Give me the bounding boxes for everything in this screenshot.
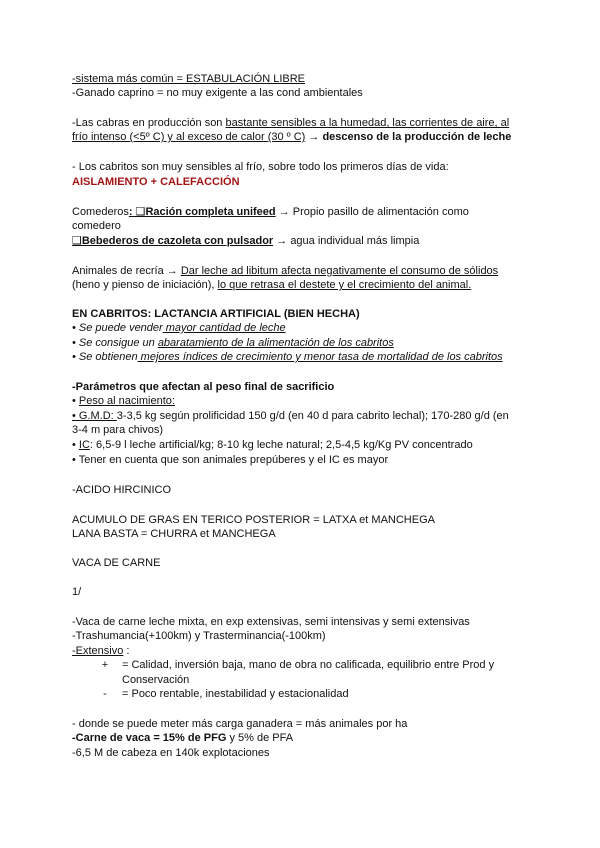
- text: = Calidad, inversión baja, mano de obra no calificada, equilibrio entre Prod y: [122, 659, 495, 671]
- underlined-text: abaratamiento de la alimentación de los cabritos: [157, 337, 394, 349]
- line-chivos: 3-4 m para chivos): [72, 424, 164, 436]
- line-gmd: [72, 409, 509, 424]
- bold-underlined-text: : ❑Ración completa unifeed: [128, 206, 276, 218]
- line-carga-ganadera: - donde se puede meter más carga ganadera = más animales por ha: [72, 718, 408, 730]
- text: :: [123, 645, 130, 657]
- text: 3-3,5 kg según prolificidad 150 g/d (en 40 d para cabrito lechal); 170-280 g/d (en: [116, 410, 509, 422]
- underlined-text: Peso al nacimiento:: [78, 395, 175, 407]
- line-frio-intenso: [72, 130, 511, 145]
- text: • Se consigue un: [72, 337, 158, 349]
- line-plus-item: [72, 658, 494, 673]
- line-acido-hircinico: -ACIDO HIRCINICO: [72, 484, 171, 496]
- underlined-text: frío intenso (<5º C) y al exceso de calor (30 º C): [72, 131, 306, 143]
- text: y 5% de PFA: [226, 732, 294, 744]
- line-minus-item: [72, 687, 349, 702]
- line-lana-basta: LANA BASTA = CHURRA et MANCHEGA: [72, 528, 276, 540]
- text: (heno y pienso de iniciación),: [72, 279, 218, 291]
- text: : 6,5-9 l leche artificial/kg; 8-10 kg leche natural; 2,5-4,5 kg/Kg PV concentrado: [89, 439, 473, 451]
- bullet: •: [72, 395, 79, 407]
- line-carne-vaca: [72, 731, 293, 746]
- bold-text: descenso de la producción de leche: [322, 131, 512, 143]
- text: → agua individual más limpia: [273, 235, 420, 247]
- underlined-text: mejores índices de crecimiento y menor tasa de mortalidad de los cabritos: [137, 351, 503, 363]
- line-ganado-caprino: -Ganado caprino = no muy exigente a las cond ambientales: [72, 87, 363, 99]
- line-lactancia-heading: EN CABRITOS: LACTANCIA ARTIFICIAL (BIEN HECHA): [72, 308, 360, 320]
- line-heno-pienso: [72, 278, 471, 293]
- text: = Poco rentable, inestabilidad y estacionalidad: [122, 688, 349, 700]
- text: → Propio pasillo de alimentación como: [275, 206, 469, 218]
- line-comedero: comedero: [72, 220, 121, 232]
- line-indices-crecimiento: [72, 350, 503, 365]
- text: Animales de recría →: [72, 265, 181, 277]
- text: • Se puede vender: [72, 322, 163, 334]
- line-ic: [72, 438, 473, 453]
- minus-bullet: -: [103, 688, 107, 700]
- line-sistema: -sistema más común = ESTABULACIÓN LIBRE: [72, 73, 306, 85]
- line-cabritos-frio: - Los cabritos son muy sensibles al frío, sobre todo los primeros días de vida:: [72, 161, 449, 173]
- line-animales-recria: [72, 264, 498, 279]
- line-parametros-heading: -Parámetros que afectan al peso final de sacrificio: [72, 381, 335, 393]
- line-acumulo-gras: ACUMULO DE GRAS EN TERICO POSTERIOR = LATXA et MANCHEGA: [72, 514, 435, 526]
- bold-text: -Carne de vaca = 15% de PFG: [72, 732, 227, 744]
- underlined-text: • G.M.D:: [72, 410, 117, 422]
- plus-bullet: +: [101, 659, 109, 671]
- underlined-text: mayor cantidad de leche: [162, 322, 286, 334]
- underlined-text: bastante sensibles a la humedad, las corrientes de aire, al: [225, 117, 510, 129]
- line-cabezas: -6,5 M de cabeza en 140k explotaciones: [72, 747, 270, 759]
- underlined-text: Dar leche ad libitum afecta negativamente el consumo de sólidos: [180, 265, 499, 277]
- underlined-text: -Extensivo: [72, 645, 124, 657]
- line-trashumancia: -Trashumancia(+100km) y Trasterminancia(-100km): [72, 630, 326, 642]
- line-conservacion: Conservación: [122, 674, 190, 686]
- line-vaca-carne: VACA DE CARNE: [72, 557, 161, 569]
- line-numero: 1/: [72, 586, 82, 598]
- underlined-text: IC: [78, 439, 90, 451]
- line-peso-nacimiento: [72, 394, 175, 409]
- line-prepuberes: • Tener en cuenta que son animales prepúberes y el IC es mayor: [72, 454, 389, 466]
- line-bebederos: [72, 234, 419, 249]
- bullet: •: [72, 439, 79, 451]
- underlined-text: lo que retrasa el destete y el crecimiento del animal.: [217, 279, 472, 291]
- text: Comederos: [72, 206, 129, 218]
- line-comederos: [72, 205, 469, 220]
- bold-underlined-text: ❑Bebederos de cazoleta con pulsador: [72, 235, 274, 247]
- line-vaca-leche-mixta: -Vaca de carne leche mixta, en exp extensivas, semi intensivas y semi extensivas: [72, 616, 470, 628]
- line-abaratamiento: [72, 336, 394, 351]
- text: • Se obtienen: [72, 351, 138, 363]
- line-extensivo: [72, 644, 129, 659]
- arrow-text: →: [305, 131, 323, 143]
- line-cabras-produccion: [72, 116, 509, 131]
- text: -Las cabras en producción son: [72, 117, 226, 129]
- line-aislamiento: AISLAMIENTO + CALEFACCIÓN: [72, 176, 240, 188]
- line-vender-leche: [72, 321, 286, 336]
